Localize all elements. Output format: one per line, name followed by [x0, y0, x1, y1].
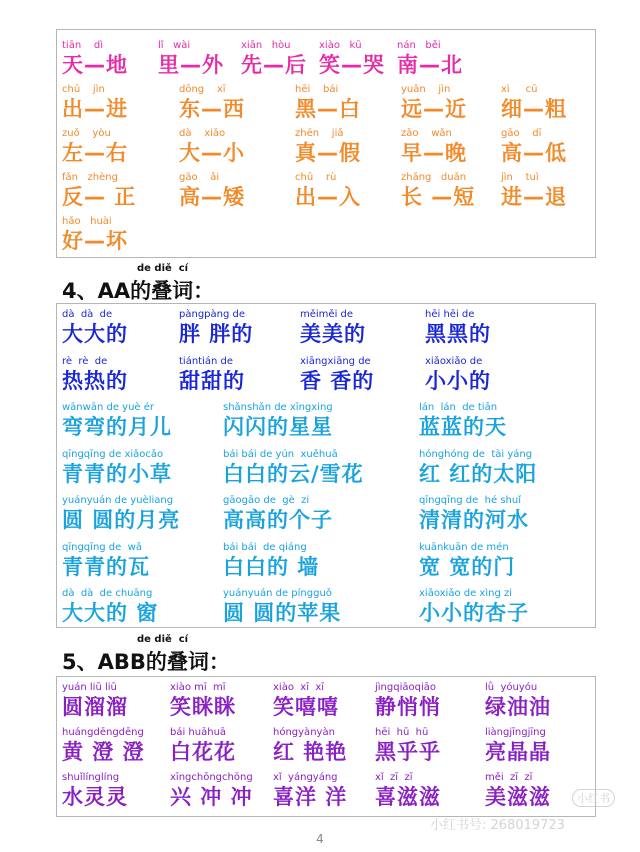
pinyin-label: xiào mī mī — [170, 682, 226, 693]
hanzi-word: 青青的小草 — [62, 461, 172, 486]
hanzi-word: 闪闪的星星 — [223, 415, 333, 439]
word-item — [62, 84, 128, 122]
hanzi-word: 白花花 — [170, 740, 236, 764]
section-5-title: 5、ABB的叠词： — [62, 650, 230, 674]
hanzi-word: 圆 圆的月亮 — [62, 508, 181, 532]
pinyin-label: dà dà de — [62, 309, 113, 320]
pinyin-label: xiǎoxiǎo de — [425, 355, 483, 367]
word-item — [223, 402, 333, 440]
hanzi-word: 大大的 — [62, 322, 128, 346]
aa-section-box — [56, 303, 596, 628]
pinyin-label: chū jìn — [62, 84, 105, 95]
word-item — [419, 402, 507, 440]
hanzi-word: 天—地 — [62, 53, 128, 77]
section-5-heading — [62, 634, 362, 674]
hanzi-word: 圆 圆的苹果 — [223, 601, 342, 625]
hanzi-word: 喜滋滋 — [375, 785, 441, 809]
word-item — [170, 772, 253, 810]
hanzi-word: 大大的 窗 — [62, 601, 159, 625]
word-item — [62, 727, 145, 765]
pinyin-label: kuānkuān de mén — [419, 541, 509, 553]
word-item — [295, 84, 361, 122]
pinyin-label: qīngqīng de hé shuǐ — [419, 495, 521, 506]
word-item — [62, 128, 128, 166]
pinyin-label: xiāngxiāng de — [300, 355, 371, 367]
pinyin-label: fǎn zhèng — [62, 172, 118, 183]
hanzi-word: 蓝蓝的天 — [419, 415, 507, 439]
pinyin-label: liàngjīngjīng — [485, 727, 546, 738]
pinyin-label: pàngpàng de — [179, 309, 246, 320]
pinyin-label: zhǎng duǎn — [401, 172, 467, 183]
hanzi-word: 反— 正 — [62, 185, 137, 209]
word-item — [179, 309, 253, 347]
hanzi-word: 黄 澄 澄 — [62, 740, 145, 764]
hanzi-word: 笑嘻嘻 — [273, 695, 339, 719]
section-4-heading-pinyin: de diě cí — [137, 263, 189, 274]
word-item — [179, 356, 245, 394]
hanzi-word: 里—外 — [158, 53, 224, 77]
hanzi-word: 红 红的太阳 — [419, 461, 538, 486]
hanzi-word: 长 —短 — [401, 185, 476, 209]
section-4-title: 4、AA的叠词： — [62, 279, 215, 303]
pinyin-label: lǜ yóuyóu — [485, 682, 538, 693]
watermark-logo: 小红书 — [572, 789, 615, 807]
pinyin-label: zǎo wǎn — [401, 128, 452, 139]
hanzi-word: 热热的 — [62, 368, 128, 393]
pinyin-label: gāo ǎi — [179, 172, 220, 183]
pinyin-label: hǎo huài — [62, 216, 112, 227]
pinyin-label: hēi bái — [295, 84, 339, 95]
hanzi-word: 先—后 — [241, 53, 307, 77]
hanzi-word: 进—退 — [501, 185, 567, 209]
hanzi-word: 甜甜的 — [179, 368, 245, 393]
hanzi-word: 左—右 — [62, 141, 128, 165]
word-item — [375, 727, 441, 765]
word-item — [419, 449, 537, 487]
word-item — [419, 542, 515, 580]
watermark-text: 小红书号: 268019723 — [430, 818, 565, 833]
word-item — [62, 682, 128, 720]
hanzi-word: 圆溜溜 — [62, 695, 128, 719]
word-item — [501, 128, 567, 166]
pinyin-label: xì cū — [501, 84, 538, 95]
word-item — [170, 727, 236, 765]
pinyin-label: yuán liū liū — [62, 682, 117, 693]
hanzi-word: 胖 胖的 — [179, 322, 254, 346]
word-item — [485, 772, 551, 810]
page-number: 4 — [316, 832, 324, 846]
pinyin-label: qīngqīng de wǎ — [62, 541, 142, 553]
word-item — [375, 682, 441, 720]
word-item — [485, 682, 551, 720]
hanzi-word: 黑黑的 — [425, 322, 491, 346]
word-item — [62, 449, 172, 487]
pinyin-label: dōng xī — [179, 84, 226, 95]
word-item — [62, 495, 180, 533]
hanzi-word: 小小的杏子 — [419, 601, 529, 625]
word-item — [397, 40, 463, 78]
word-item — [62, 588, 158, 626]
pinyin-label: lǐ wài — [158, 40, 191, 51]
pinyin-label: xǐ zī zī — [375, 772, 413, 783]
pinyin-label: rè rè de — [62, 355, 108, 367]
pinyin-label: xiào kū — [319, 40, 362, 51]
hanzi-word: 小小的 — [425, 368, 491, 393]
hanzi-word: 美美的 — [300, 322, 366, 346]
hanzi-word: 白白的云/雪花 — [223, 461, 364, 486]
word-item — [273, 772, 347, 810]
word-item — [295, 172, 361, 210]
pinyin-label: hēi hū hū — [375, 727, 429, 738]
pinyin-label: xīngchōngchōng — [170, 772, 253, 783]
word-item — [241, 40, 307, 78]
hanzi-word: 大—小 — [179, 141, 245, 165]
pinyin-label: wānwān de yuè ér — [62, 402, 154, 413]
word-item — [300, 356, 374, 394]
pinyin-label: qīngqīng de xiǎocǎo — [62, 448, 164, 460]
word-item — [62, 216, 128, 254]
hanzi-word: 黑乎乎 — [375, 740, 441, 764]
pinyin-label: xiào xī xī — [273, 682, 325, 693]
hanzi-word: 高—矮 — [179, 185, 245, 209]
word-item — [223, 495, 333, 533]
pinyin-label: xǐ yángyáng — [273, 772, 338, 783]
hanzi-word: 出—入 — [295, 185, 361, 209]
word-item — [223, 542, 319, 580]
pinyin-label: yuányuán de píngguǒ — [223, 588, 332, 599]
hanzi-word: 细—粗 — [501, 97, 567, 121]
word-item — [62, 542, 150, 580]
section-4-heading — [62, 263, 362, 303]
pinyin-label: yuǎn jìn — [401, 84, 451, 95]
pinyin-label: tiántián de — [179, 355, 234, 367]
word-item — [179, 84, 245, 122]
pinyin-label: xiān hòu — [241, 40, 291, 51]
pinyin-label: hēi hēi de — [425, 309, 475, 320]
section-5-heading-pinyin: de diě cí — [137, 634, 189, 645]
word-item — [501, 172, 567, 210]
hanzi-word: 东—西 — [179, 97, 245, 121]
pinyin-label: dà xiǎo — [179, 128, 226, 139]
pinyin-label: chū rù — [295, 172, 337, 183]
pinyin-label: tiān dì — [62, 40, 104, 51]
word-item — [401, 128, 467, 166]
pinyin-label: jìngqiāoqiāo — [375, 682, 436, 693]
word-item — [223, 449, 364, 487]
hanzi-word: 黑—白 — [295, 97, 361, 121]
hanzi-word: 真—假 — [295, 141, 361, 165]
pinyin-label: bái huāhuā — [170, 727, 227, 738]
word-item — [485, 727, 551, 765]
hanzi-word: 白白的 墙 — [223, 554, 320, 579]
word-item — [62, 172, 136, 210]
hanzi-word: 早—晚 — [401, 141, 467, 165]
hanzi-word: 宽 宽的门 — [419, 554, 516, 579]
hanzi-word: 兴 冲 冲 — [170, 785, 253, 809]
hanzi-word: 亮晶晶 — [485, 740, 551, 764]
pinyin-label: nán běi — [397, 40, 441, 51]
hanzi-word: 喜洋 洋 — [273, 785, 348, 809]
word-item — [62, 772, 128, 810]
hanzi-word: 绿油油 — [485, 695, 551, 719]
hanzi-word: 弯弯的月儿 — [62, 415, 172, 439]
word-item — [425, 356, 491, 394]
word-item — [223, 588, 341, 626]
hanzi-word: 出—进 — [62, 97, 128, 121]
word-item — [62, 402, 172, 440]
word-item — [158, 40, 224, 78]
hanzi-word: 红 艳艳 — [273, 740, 348, 764]
hanzi-word: 高高的个子 — [223, 508, 333, 532]
word-item — [273, 682, 339, 720]
word-item — [419, 495, 529, 533]
word-item — [419, 588, 529, 626]
word-item — [273, 727, 347, 765]
word-item — [62, 356, 128, 394]
hanzi-word: 好—坏 — [62, 229, 128, 253]
pinyin-label: hónghóng de tài yáng — [419, 448, 533, 460]
word-item — [319, 40, 385, 78]
word-item — [62, 309, 128, 347]
pinyin-label: dà dà de chuāng — [62, 588, 153, 599]
hanzi-word: 美滋滋 — [485, 785, 551, 809]
pinyin-label: lán lán de tiān — [419, 402, 498, 413]
hanzi-word: 水灵灵 — [62, 785, 128, 809]
abb-section-box — [56, 676, 596, 817]
pinyin-label: bái bái de yún xuěhuā — [223, 448, 338, 460]
hanzi-word: 笑眯眯 — [170, 695, 236, 719]
hanzi-word: 香 香的 — [300, 368, 375, 393]
pinyin-label: měi zī zī — [485, 772, 533, 783]
pinyin-label: gāogāo de gè zi — [223, 495, 310, 506]
antonym-section-box — [56, 29, 596, 258]
pinyin-label: bái bái de qiáng — [223, 541, 307, 553]
word-item — [62, 40, 128, 78]
hanzi-word: 高—低 — [501, 141, 567, 165]
pinyin-label: měiměi de — [300, 309, 354, 320]
word-item — [295, 128, 361, 166]
pinyin-label: huángdēngdēng — [62, 727, 144, 738]
word-item — [375, 772, 441, 810]
pinyin-label: gāo dī — [501, 128, 542, 139]
word-item — [300, 309, 366, 347]
word-item — [179, 128, 245, 166]
pinyin-label: xiǎoxiǎo de xìng zi — [419, 588, 513, 599]
word-item — [501, 84, 567, 122]
word-item — [179, 172, 245, 210]
hanzi-word: 远—近 — [401, 97, 467, 121]
hanzi-word: 清清的河水 — [419, 508, 529, 532]
pinyin-label: jìn tuì — [501, 172, 539, 183]
hanzi-word: 青青的瓦 — [62, 554, 150, 579]
pinyin-label: yuányuán de yuèliang — [62, 495, 174, 506]
word-item — [401, 172, 475, 210]
pinyin-label: zuǒ yòu — [62, 128, 111, 139]
word-item — [401, 84, 467, 122]
hanzi-word: 静悄悄 — [375, 695, 441, 719]
word-item — [425, 309, 491, 347]
pinyin-label: hóngyànyàn — [273, 727, 335, 738]
hanzi-word: 笑—哭 — [319, 53, 385, 77]
pinyin-label: zhēn jiǎ — [295, 128, 344, 139]
word-item — [170, 682, 236, 720]
pinyin-label: shuǐlínglíng — [62, 772, 120, 783]
hanzi-word: 南—北 — [397, 53, 463, 77]
pinyin-label: shǎnshǎn de xīngxing — [223, 402, 333, 413]
